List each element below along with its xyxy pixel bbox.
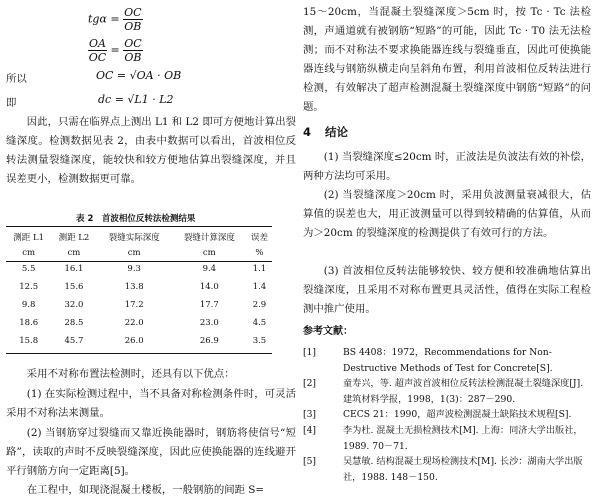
paragraph-engineering: 在工程中，如现浇混凝土楼板，一般钢筋的间距 S=: [26, 484, 265, 496]
table-unit-cell: cm: [22, 247, 36, 258]
table-row: [6, 278, 272, 296]
table-cell: 17.2: [124, 300, 144, 310]
equation-lhs: tgα =: [88, 12, 120, 26]
reference-number: [1]: [303, 347, 317, 358]
table-header-row: [6, 229, 272, 245]
table-unit-row: [6, 245, 272, 260]
table-unit-cell: %: [255, 247, 264, 258]
table-cell: 15.6: [64, 282, 84, 292]
table-cell: 12.5: [19, 282, 39, 292]
reference-text: CECS 21：1990，超声波检测混凝土缺陷技术规程[S].: [343, 409, 572, 420]
table-header-cell: 测距 L1: [13, 233, 45, 243]
table-cell: 26.0: [124, 336, 144, 346]
table-cell: 13.8: [124, 282, 144, 292]
paragraph-intro: 因此，只需在临界点上测出 L1 和 L2 即可方便地计算出裂缝深度。检测数据见表 2，由表中数据可以看出，首波相位反转法测量裂缝深度，能较快和较方便地估算出裂缝深度，并且误差更小，检测数据更可靠。: [6, 116, 296, 185]
reference-number: [4]: [303, 425, 317, 436]
table-row: [6, 332, 272, 350]
table-header-cell: 误差: [250, 233, 268, 243]
table-cell: 9.3: [127, 264, 141, 274]
table-cell: 22.0: [124, 318, 144, 328]
equation-oc: OC = √OA · OB: [96, 69, 182, 82]
table-cell: 28.5: [64, 318, 84, 328]
equation-tan: [88, 6, 143, 33]
table-caption: 表 2 首波相位反转法检测结果: [76, 214, 196, 224]
fraction-denominator: OC: [88, 51, 107, 64]
table-cell: 26.9: [199, 336, 219, 346]
table-top-rule: [6, 226, 272, 227]
results-table: [6, 229, 272, 350]
fraction-numerator: OC: [124, 6, 142, 19]
table-header-cell: 裂缝实际深度: [108, 233, 160, 243]
reference-text: 李为杜. 混凝土无损检测技术[M]. 上海：同济大学出版社，1989. 70－71.: [343, 425, 583, 452]
table-cell: 17.7: [199, 300, 219, 310]
paragraph-continued: 15～20cm，当混凝土裂缝深度＞5cm 时，按 Tc · Tc 法检测，声通道就有被钢筋“短路”的可能，因此 Tc · T0 法无法检测；而不对称法不要求换能器连线与裂缝垂直，因此可使换能器连线与钢筋纵横走向呈斜角布置，利用首波相位反转法进行检测，有效解决了超声检测混凝土裂缝深度中钢筋“短路”的问题。: [303, 6, 591, 113]
table-cell: 4.5: [252, 318, 267, 328]
section-number: 4: [303, 125, 312, 139]
table-cell: 9.8: [21, 300, 36, 310]
table-cell: 32.0: [64, 300, 84, 310]
table-bottom-rule: [6, 353, 272, 354]
section-heading: [303, 124, 348, 140]
paragraph-advantage-1: (1) 在实际检测过程中，当不具备对称检测条件时，可灵活采用不对称法来测量。: [6, 388, 296, 419]
conclusion-3: (3) 首波相位反转法能够较快、较方便和较准确地估算出裂缝深度，且采用不对称布置更具灵活性，值得在实际工程检测中推广使用。: [303, 265, 591, 315]
references-title: 参考文献：: [303, 326, 353, 337]
table-cell: 2.9: [252, 300, 267, 310]
table-cell: 3.5: [252, 336, 267, 346]
table-cell: 5.5: [21, 264, 36, 274]
reference-number: [2]: [303, 378, 317, 389]
table-cell: 1.4: [252, 282, 267, 292]
table-row: [6, 260, 272, 278]
reference-number: [3]: [303, 409, 317, 420]
label-ji: 即: [6, 97, 17, 109]
reference-text: 童寿兴，等. 超声波首波相位反转法检测混凝土裂缝深度[J]. 建筑材料学报，1998，1(3)：287－290.: [343, 378, 584, 405]
fraction-numerator: OA: [89, 37, 106, 50]
paragraph-advantages: 采用不对称布置法检测时，还具有以下优点：: [26, 368, 235, 380]
paragraph-advantage-2: (2) 当钢筋穿过裂缝而又靠近换能器时，钢筋将使信号“短路”，读取的声时不反映裂缝深度，因此应使换能器的连线避开平行钢筋方向一定距离[5]。: [6, 427, 296, 477]
table-cell: 18.6: [19, 318, 39, 328]
table-unit-cell: cm: [202, 247, 216, 258]
fraction-denominator: OB: [124, 20, 142, 33]
fraction: [123, 37, 142, 64]
reference-text: BS 4408：1972，Recommendations for Non-Destructive Methods of Test for Concrete[S].: [343, 347, 553, 374]
fraction-numerator: OC: [124, 37, 142, 50]
fraction-denominator: OB: [124, 51, 142, 64]
table-cell: 1.1: [252, 264, 267, 274]
table-header-cell: 测距 L2: [58, 233, 90, 243]
fraction: [123, 6, 142, 33]
reference-text: 吴慧敏. 结构混凝土现场检测技术[M]. 长沙：湖南大学出版社，1988. 148－150.: [343, 456, 583, 483]
fraction: [88, 37, 107, 64]
equation-ratio: $\frac{OA}{OC}$ = $\frac{OC}{OB}$: [88, 37, 142, 64]
section-title: 结论: [325, 125, 349, 139]
table-cell: 9.4: [202, 264, 217, 274]
table-cell: 15.8: [19, 336, 39, 346]
table-unit-cell: cm: [127, 247, 141, 258]
table-header-cell: 裂缝计算深度: [183, 233, 235, 243]
table-row: [6, 296, 272, 314]
table-cell: 16.1: [64, 264, 84, 274]
table-cell: 45.7: [64, 336, 84, 346]
equation-dc: dc = √L1 · L2: [98, 93, 174, 106]
table-cell: 23.0: [199, 318, 219, 328]
table-unit-cell: cm: [67, 247, 81, 258]
table-cell: 14.0: [199, 282, 219, 292]
label-suoyi: 所以: [6, 73, 27, 85]
table-body: [6, 260, 272, 350]
reference-number: [5]: [303, 456, 317, 467]
conclusion-2: (2) 当裂缝深度＞20cm 时，采用负波测量衰减很大，估算值的误差也大，用正波测量可以得到较精确的估算值，从而为＞20cm 的裂缝深度的检测提供了有效可行的方法。: [303, 189, 591, 239]
table-row: [6, 314, 272, 332]
conclusion-1: (1) 当裂缝深度≤20cm 时，正波法是负波法有效的补偿，两种方法均可采用。: [303, 151, 591, 182]
table-mid-rule: [6, 261, 272, 262]
